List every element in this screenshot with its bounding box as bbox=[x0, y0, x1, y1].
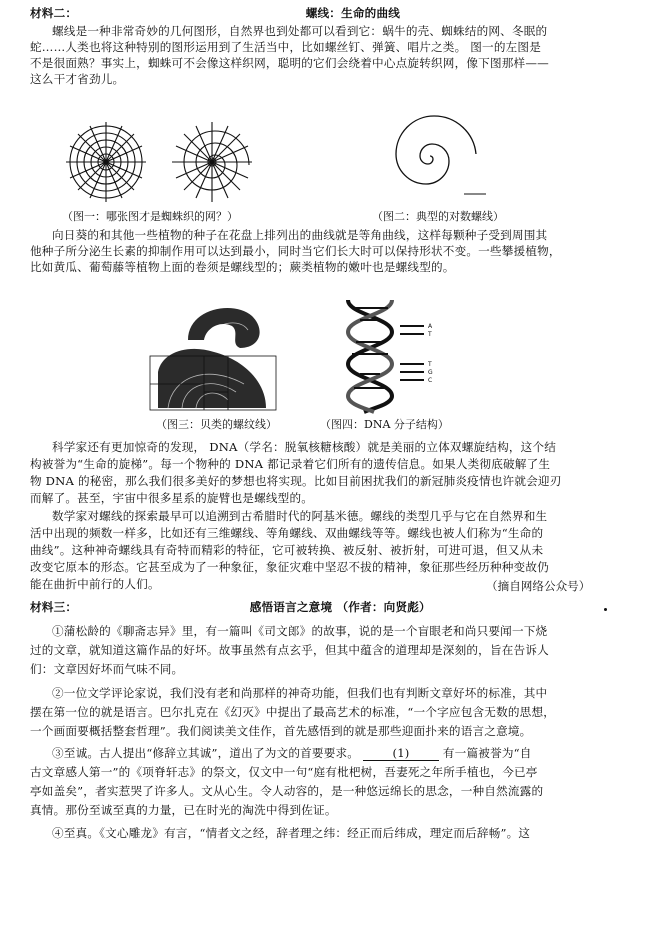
m2-p4-line2: 活中出现的频数一样多，比如还有三维螺线、等角螺线、双曲螺线等等。螺线也被人们称为“生命的 bbox=[30, 526, 544, 540]
dna-label-g: G bbox=[428, 369, 433, 376]
figure3-caption: （图三：贝类的螺纹线） bbox=[156, 418, 277, 431]
material2-source: （摘自网络公众号） bbox=[486, 579, 591, 593]
material3-label: 材料三： bbox=[30, 600, 78, 614]
m2-p1-line4: 这么干才省劲儿。 bbox=[30, 72, 125, 86]
m2-p3-line2: 构被誉为“生命的旋梯”。每一个物种的 DNA 都记录着它们所有的遗传信息。如果人类彻底破解了生 bbox=[30, 457, 551, 471]
m2-p3-line1: 科学家还有更加惊奇的发现， DNA（学名：脱氧核糖核酸）就是美丽的立体双螺旋结构，这个结 bbox=[52, 440, 557, 454]
material2-header bbox=[30, 6, 644, 21]
dna-label-c: C bbox=[428, 377, 433, 384]
m2-p2-line1: 向日葵的和其他一些植物的种子在花盘上排列出的曲线就是等角曲线，这样每颗种子受到周围其 bbox=[52, 228, 548, 242]
m2-p4-line5: 能在曲折中前行的人们。 bbox=[30, 577, 160, 591]
m2-p1-line2: 蛇……人类也将这种特别的图形运用到了生活当中，比如螺丝钉、弹簧、唱片之类。 图一的左图是 bbox=[30, 40, 542, 54]
figure2-caption: （图二：典型的对数螺线） bbox=[372, 210, 504, 223]
material3-author: （作者：向贤彪） bbox=[336, 600, 431, 614]
m3-s2-line2: 摆在第一位的就是语言。巴尔扎克在《幻灭》中提出了最高艺术的标准，“一个字应包含无数的思想， bbox=[30, 705, 556, 719]
m2-p4-line1: 数学家对螺线的探索最早可以追溯到古希腊时代的阿基米德。螺线的类型几乎与它在自然界和生 bbox=[52, 509, 548, 523]
material3-header bbox=[30, 600, 644, 615]
dna-helix-figure bbox=[334, 296, 444, 414]
spider-web-figure bbox=[62, 118, 262, 204]
m2-p4-line3: 曲线”。这种神奇螺线具有奇特而精彩的特征，它可被转换、被反射、被折射，可进可退，但又从未 bbox=[30, 543, 544, 557]
m2-p1-line1: 螺线是一种非常奇妙的几何图形，自然界也到处都可以看到它：蜗牛的壳、蜘蛛结的网、冬眠的 bbox=[52, 24, 548, 38]
dna-label-t1: T bbox=[428, 331, 432, 338]
m2-p4-line4: 改变它原本的形态。它甚至成为了一种象征，象征灾难中坚忍不拔的精神，象征那些经历种种变故仍 bbox=[30, 560, 549, 574]
m2-p1-line3: 不是很面熟？事实上，蜘蛛可不会像这样织网，聪明的它们会绕着中心点旋转织网，像下图那样—— bbox=[30, 56, 549, 70]
shell-upper bbox=[188, 308, 260, 348]
dna-label-a: A bbox=[428, 323, 433, 330]
log-spiral-figure bbox=[380, 110, 490, 202]
m3-s2-line1: ②一位文学评论家说，我们没有老和尚那样的神奇功能，但我们也有判断文章好坏的标准，其中 bbox=[52, 686, 548, 700]
m3-s1-line2: 过的文章，就知道这篇作品的好坏。故事虽然有点玄乎，但其中蕴含的道理却是深刻的，旨在告诉人 bbox=[30, 643, 549, 657]
m3-s3-head: ③至诚。古人提出“修辞立其诚”，道出了为文的首要要求。 bbox=[52, 746, 360, 760]
m3-s4-line1: ④至真。《文心雕龙》有言，“情者文之经，辞者理之纬：经正而后纬成，理定而后辞畅”。这 bbox=[52, 826, 531, 840]
stray-mark bbox=[604, 608, 607, 611]
m3-s3-line1 bbox=[30, 746, 644, 761]
m3-s3-line2: 古文章感人第一”的《项脊轩志》的祭文，仅文中一句“庭有枇杷树，吾妻死之年所手植也，今已亭 bbox=[30, 765, 538, 779]
dna-label-t2: T bbox=[428, 361, 432, 368]
m3-s1-line3: 们：文章因好坏而气味不同。 bbox=[30, 662, 184, 676]
m3-s2-line3: 一个画面要概括整套哲理”。我们阅读美文佳作，首先感悟到的就是那些迎面扑来的语言之意境。 bbox=[30, 724, 532, 738]
shell-spiral-figure bbox=[148, 296, 288, 414]
material3-title: 感悟语言之意境 bbox=[249, 600, 333, 614]
shell-lower bbox=[158, 349, 266, 408]
m2-p2-line3: 比如黄瓜、葡萄藤等植物上面的卷须是螺线型的；蕨类植物的嫩叶也是螺线型的。 bbox=[30, 260, 455, 274]
figure4-caption: （图四：DNA 分子结构） bbox=[320, 418, 449, 431]
m2-p2-line2: 他种子所分泌生长素的抑制作用可以达到最小，同时当它们长大时可以保持形状不变。一些攀援植物， bbox=[30, 244, 561, 258]
log-spiral bbox=[396, 116, 476, 184]
answer-blank-1[interactable]: (1) bbox=[363, 747, 439, 761]
spider-web-right bbox=[172, 122, 252, 202]
material2-title: 螺线：生命的曲线 bbox=[305, 6, 401, 20]
figure1-caption: （图一：哪张图才是蜘蛛织的网？） bbox=[62, 210, 238, 223]
m3-s3-line3: 亭如盖矣”，者实惹哭了许多人。文从心生。令人动容的，是一种悠远绵长的思念，一种自然流露的 bbox=[30, 784, 544, 798]
spider-web-left bbox=[66, 122, 146, 202]
m3-s1-line1: ①蒲松龄的《聊斋志异》里，有一篇叫《司文郎》的故事，说的是一个盲眼老和尚只要闻一下烧 bbox=[52, 624, 548, 638]
m2-p3-line3: 物 DNA 的秘密，那么我们很多美好的梦想也将实现。比如目前困扰我们的新冠肺炎疫情也许就会迎刃 bbox=[30, 474, 562, 488]
m3-s3-tail: 有一篇被誉为“自 bbox=[442, 746, 532, 760]
m2-p3-line4: 而解了。甚至，宇宙中很多星系的旋臂也是螺线型的。 bbox=[30, 491, 314, 505]
material2-label: 材料二： bbox=[30, 6, 78, 20]
m3-s3-line4: 真情。那份至诚至真的力量，已在时光的淘洗中得到佐证。 bbox=[30, 803, 337, 817]
